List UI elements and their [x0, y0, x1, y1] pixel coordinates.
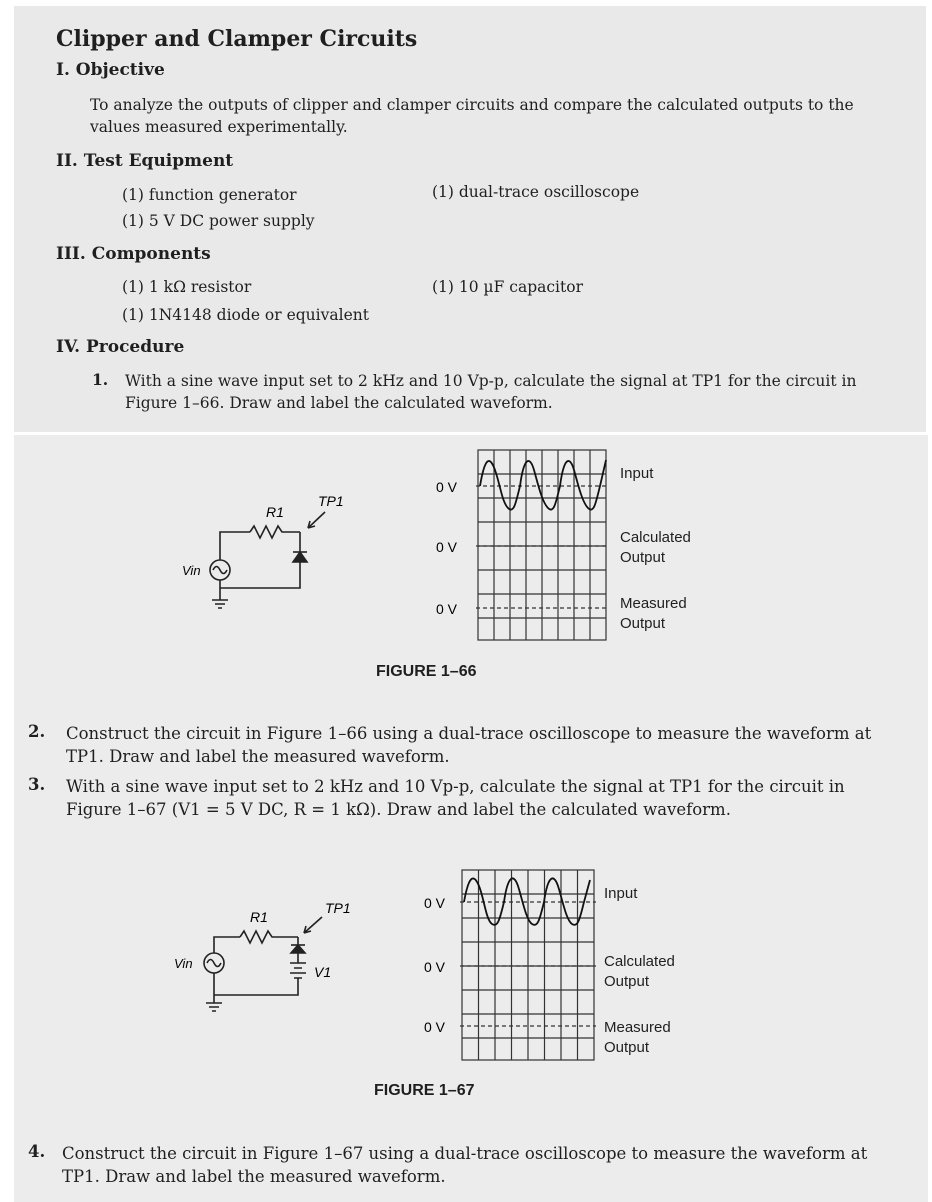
- figure-1-67-circuit: [170, 895, 370, 1020]
- page-title: Clipper and Clamper Circuits: [56, 26, 418, 52]
- equipment-item: (1) 5 V DC power supply: [122, 212, 315, 230]
- objective-heading: I. Objective: [56, 60, 165, 80]
- zero-label: 0 V: [436, 539, 458, 555]
- trace-label-measured: Measured Output: [620, 595, 687, 632]
- step-text: With a sine wave input set to 2 kHz and 10 Vp-p, calculate the signal at TP1 for the circuit in Figure 1–67 (V1 = 5 V DC, R = 1 kΩ). Draw and label the calculated waveform.: [66, 777, 845, 819]
- figure-1-66-circuit: [180, 490, 344, 615]
- equipment-heading: II. Test Equipment: [56, 151, 234, 171]
- step-number: 3.: [28, 775, 46, 794]
- figure-1-67-scope: [420, 868, 610, 1063]
- objective-text: To analyze the outputs of clipper and clamper circuits and compare the calculated outputs to the values measured experimentally.: [90, 96, 854, 136]
- testpoint-label: TP1: [318, 493, 344, 509]
- step-text: Construct the circuit in Figure 1–67 using a dual-trace oscilloscope to measure the waveform at TP1. Draw and label the measured waveform.: [62, 1144, 868, 1186]
- equipment-item: (1) dual-trace oscilloscope: [432, 183, 640, 201]
- scope-grid: [462, 870, 594, 1060]
- trace-label-input: Input: [604, 885, 638, 902]
- testpoint-label: TP1: [325, 900, 351, 916]
- trace-label-input: Input: [620, 465, 654, 482]
- trace-label-measured: Measured Output: [604, 1019, 671, 1056]
- components-item: (1) 1 kΩ resistor: [122, 278, 252, 296]
- zero-label: 0 V: [424, 1019, 446, 1035]
- step-text: Construct the circuit in Figure 1–66 using a dual-trace oscilloscope to measure the waveform at TP1. Draw and label the measured waveform.: [66, 724, 872, 766]
- equipment-item: (1) function generator: [122, 186, 297, 204]
- resistor-label: R1: [250, 909, 268, 925]
- components-heading: III. Components: [56, 244, 211, 264]
- source-label: Vin: [174, 956, 193, 971]
- zero-label: 0 V: [436, 479, 458, 495]
- figure-caption: FIGURE 1–66: [376, 663, 477, 680]
- zero-label: 0 V: [436, 601, 458, 617]
- resistor-label: R1: [266, 504, 284, 520]
- zero-label: 0 V: [424, 895, 446, 911]
- step-number: 1.: [92, 370, 109, 389]
- input-sine-trace: [480, 460, 606, 510]
- step-number: 2.: [28, 722, 46, 741]
- zero-label: 0 V: [424, 959, 446, 975]
- battery-label: V1: [314, 964, 332, 980]
- components-item: (1) 10 µF capacitor: [432, 278, 583, 296]
- step-number: 4.: [28, 1142, 46, 1161]
- procedure-heading: IV. Procedure: [56, 337, 185, 357]
- figure-1-66-scope: [430, 448, 620, 643]
- figure-caption: FIGURE 1–67: [374, 1082, 475, 1099]
- step-text: With a sine wave input set to 2 kHz and 10 Vp-p, calculate the signal at TP1 for the circuit in Figure 1–66. Draw and label the calculated waveform.: [125, 372, 857, 412]
- components-item: (1) 1N4148 diode or equivalent: [122, 306, 369, 324]
- trace-label-calculated: Calculated Output: [604, 953, 675, 990]
- source-label: Vin: [182, 563, 201, 578]
- trace-label-calculated: Calculated Output: [620, 529, 691, 566]
